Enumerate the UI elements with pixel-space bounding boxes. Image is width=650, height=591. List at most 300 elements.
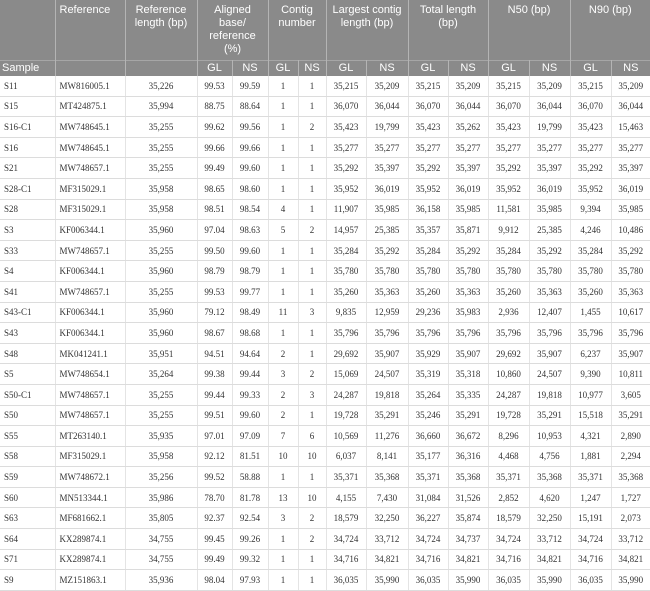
total-ns-cell: 35,291 — [448, 405, 488, 426]
reference-length-cell: 35,958 — [125, 446, 197, 467]
largest-gl-cell: 35,277 — [326, 137, 366, 158]
n90-gl-cell: 35,292 — [570, 158, 611, 179]
total-ns-cell: 35,983 — [448, 302, 488, 323]
sample-cell: S50 — [0, 405, 55, 426]
reference-length-cell: 35,960 — [125, 302, 197, 323]
contig-ns-cell: 1 — [298, 261, 326, 282]
largest-ns-cell: 35,985 — [366, 199, 408, 220]
table-row — [0, 508, 650, 529]
n90-ns-cell: 35,291 — [611, 405, 650, 426]
header-contig-ns: NS — [298, 61, 326, 77]
largest-ns-cell: 35,397 — [366, 158, 408, 179]
header-n50: N50 (bp) — [488, 0, 570, 61]
reference-cell: KF006344.1 — [55, 261, 125, 282]
contig-gl-cell: 1 — [268, 549, 298, 570]
aligned-gl-cell: 88.75 — [197, 96, 232, 117]
table-header — [0, 0, 650, 76]
n50-gl-cell: 24,287 — [488, 384, 529, 405]
n90-ns-cell: 35,277 — [611, 137, 650, 158]
aligned-ns-cell: 99.44 — [232, 364, 268, 385]
sample-cell: S71 — [0, 549, 55, 570]
reference-cell: MF315029.1 — [55, 178, 125, 199]
table-row — [0, 178, 650, 199]
header-aligned: Aligned base/ reference (%) — [197, 0, 268, 61]
contig-gl-cell: 1 — [268, 529, 298, 550]
reference-cell: KX289874.1 — [55, 549, 125, 570]
n90-ns-cell: 35,990 — [611, 570, 650, 591]
n50-gl-cell: 19,728 — [488, 405, 529, 426]
contig-gl-cell: 1 — [268, 240, 298, 261]
n90-ns-cell: 10,811 — [611, 364, 650, 385]
largest-ns-cell: 34,821 — [366, 549, 408, 570]
reference-length-cell: 35,951 — [125, 343, 197, 364]
aligned-gl-cell: 99.66 — [197, 137, 232, 158]
n50-gl-cell: 2,936 — [488, 302, 529, 323]
aligned-ns-cell: 98.49 — [232, 302, 268, 323]
sample-cell: S55 — [0, 426, 55, 447]
n50-ns-cell: 24,507 — [529, 364, 570, 385]
n50-gl-cell: 2,852 — [488, 487, 529, 508]
total-gl-cell: 35,371 — [408, 467, 448, 488]
aligned-ns-cell: 97.09 — [232, 426, 268, 447]
reference-cell: KF006344.1 — [55, 302, 125, 323]
aligned-gl-cell: 98.51 — [197, 199, 232, 220]
total-gl-cell: 35,246 — [408, 405, 448, 426]
contig-ns-cell: 1 — [298, 281, 326, 302]
aligned-gl-cell: 97.04 — [197, 220, 232, 241]
table-row — [0, 487, 650, 508]
n50-ns-cell: 35,368 — [529, 467, 570, 488]
aligned-ns-cell: 98.68 — [232, 323, 268, 344]
header-contig-number: Contig number — [268, 0, 326, 61]
n90-gl-cell: 35,796 — [570, 323, 611, 344]
largest-gl-cell: 35,780 — [326, 261, 366, 282]
total-gl-cell: 35,952 — [408, 178, 448, 199]
aligned-gl-cell: 99.62 — [197, 117, 232, 138]
reference-cell: MW748657.1 — [55, 281, 125, 302]
largest-ns-cell: 35,292 — [366, 240, 408, 261]
reference-cell: MW748657.1 — [55, 158, 125, 179]
largest-gl-cell: 35,371 — [326, 467, 366, 488]
total-ns-cell: 35,780 — [448, 261, 488, 282]
n50-ns-cell: 4,756 — [529, 446, 570, 467]
aligned-gl-cell: 99.52 — [197, 467, 232, 488]
largest-gl-cell: 9,835 — [326, 302, 366, 323]
total-ns-cell: 36,019 — [448, 178, 488, 199]
header-n90-gl: GL — [570, 61, 611, 77]
reference-cell: MW748654.1 — [55, 364, 125, 385]
largest-ns-cell: 36,019 — [366, 178, 408, 199]
n90-gl-cell: 36,035 — [570, 570, 611, 591]
n50-ns-cell: 19,799 — [529, 117, 570, 138]
aligned-ns-cell: 94.64 — [232, 343, 268, 364]
n50-ns-cell: 35,209 — [529, 76, 570, 96]
header-n90-ns: NS — [611, 61, 650, 77]
total-gl-cell: 34,724 — [408, 529, 448, 550]
reference-length-cell: 35,264 — [125, 364, 197, 385]
aligned-ns-cell: 99.60 — [232, 158, 268, 179]
n50-gl-cell: 35,796 — [488, 323, 529, 344]
table-row — [0, 261, 650, 282]
reference-length-cell: 35,805 — [125, 508, 197, 529]
aligned-ns-cell: 81.78 — [232, 487, 268, 508]
sample-cell: S43-C1 — [0, 302, 55, 323]
total-ns-cell: 36,316 — [448, 446, 488, 467]
contig-gl-cell: 13 — [268, 487, 298, 508]
contig-ns-cell: 1 — [298, 199, 326, 220]
table-row — [0, 364, 650, 385]
aligned-ns-cell: 99.60 — [232, 405, 268, 426]
n50-gl-cell: 35,952 — [488, 178, 529, 199]
aligned-gl-cell: 92.12 — [197, 446, 232, 467]
aligned-ns-cell: 98.60 — [232, 178, 268, 199]
n90-gl-cell: 35,952 — [570, 178, 611, 199]
aligned-ns-cell: 98.79 — [232, 261, 268, 282]
n50-gl-cell: 9,912 — [488, 220, 529, 241]
table-row — [0, 220, 650, 241]
n50-ns-cell: 35,796 — [529, 323, 570, 344]
largest-gl-cell: 15,069 — [326, 364, 366, 385]
table-row — [0, 323, 650, 344]
total-gl-cell: 29,236 — [408, 302, 448, 323]
n90-gl-cell: 1,881 — [570, 446, 611, 467]
contig-ns-cell: 2 — [298, 117, 326, 138]
table-row — [0, 384, 650, 405]
table-row — [0, 549, 650, 570]
n90-gl-cell: 35,780 — [570, 261, 611, 282]
reference-cell: MZ151863.1 — [55, 570, 125, 591]
contig-ns-cell: 10 — [298, 487, 326, 508]
n90-gl-cell: 10,977 — [570, 384, 611, 405]
n90-gl-cell: 34,724 — [570, 529, 611, 550]
contig-ns-cell: 1 — [298, 343, 326, 364]
n90-gl-cell: 1,247 — [570, 487, 611, 508]
n50-gl-cell: 34,716 — [488, 549, 529, 570]
reference-cell: MT424875.1 — [55, 96, 125, 117]
contig-ns-cell: 1 — [298, 178, 326, 199]
aligned-ns-cell: 98.54 — [232, 199, 268, 220]
aligned-gl-cell: 98.65 — [197, 178, 232, 199]
reference-length-cell: 35,994 — [125, 96, 197, 117]
reference-cell: MT263140.1 — [55, 426, 125, 447]
aligned-gl-cell: 99.50 — [197, 240, 232, 261]
n50-ns-cell: 36,019 — [529, 178, 570, 199]
sample-cell: S15 — [0, 96, 55, 117]
total-gl-cell: 35,177 — [408, 446, 448, 467]
n50-ns-cell: 36,044 — [529, 96, 570, 117]
total-gl-cell: 34,716 — [408, 549, 448, 570]
header-contig-gl: GL — [268, 61, 298, 77]
sample-cell: S58 — [0, 446, 55, 467]
aligned-ns-cell: 99.32 — [232, 549, 268, 570]
aligned-ns-cell: 99.33 — [232, 384, 268, 405]
largest-gl-cell: 35,423 — [326, 117, 366, 138]
table-row — [0, 117, 650, 138]
reference-cell: MW748645.1 — [55, 137, 125, 158]
contig-ns-cell: 2 — [298, 364, 326, 385]
contig-gl-cell: 2 — [268, 343, 298, 364]
total-ns-cell: 31,526 — [448, 487, 488, 508]
contig-gl-cell: 11 — [268, 302, 298, 323]
header-reference-length-blank — [125, 61, 197, 77]
reference-cell: MN513344.1 — [55, 487, 125, 508]
largest-gl-cell: 35,215 — [326, 76, 366, 96]
contig-ns-cell: 1 — [298, 96, 326, 117]
n50-ns-cell: 19,818 — [529, 384, 570, 405]
sample-cell: S59 — [0, 467, 55, 488]
contig-ns-cell: 1 — [298, 240, 326, 261]
n50-gl-cell: 35,292 — [488, 158, 529, 179]
n90-gl-cell: 35,277 — [570, 137, 611, 158]
contig-gl-cell: 1 — [268, 570, 298, 591]
n90-ns-cell: 15,463 — [611, 117, 650, 138]
largest-ns-cell: 12,959 — [366, 302, 408, 323]
n90-ns-cell: 2,073 — [611, 508, 650, 529]
aligned-ns-cell: 99.77 — [232, 281, 268, 302]
n90-gl-cell: 35,215 — [570, 76, 611, 96]
largest-gl-cell: 14,957 — [326, 220, 366, 241]
largest-gl-cell: 19,728 — [326, 405, 366, 426]
contig-gl-cell: 1 — [268, 323, 298, 344]
n50-gl-cell: 35,260 — [488, 281, 529, 302]
total-gl-cell: 35,780 — [408, 261, 448, 282]
reference-cell: MW748645.1 — [55, 117, 125, 138]
table-body — [0, 76, 650, 590]
contig-ns-cell: 1 — [298, 549, 326, 570]
contig-gl-cell: 1 — [268, 96, 298, 117]
header-aligned-gl: GL — [197, 61, 232, 77]
sample-cell: S16 — [0, 137, 55, 158]
aligned-ns-cell: 98.63 — [232, 220, 268, 241]
n90-ns-cell: 35,292 — [611, 240, 650, 261]
sample-cell: S48 — [0, 343, 55, 364]
n90-gl-cell: 1,455 — [570, 302, 611, 323]
n90-ns-cell: 35,209 — [611, 76, 650, 96]
sample-cell: S41 — [0, 281, 55, 302]
n90-gl-cell: 35,260 — [570, 281, 611, 302]
total-gl-cell: 35,357 — [408, 220, 448, 241]
header-reference: Reference — [55, 0, 125, 61]
total-gl-cell: 36,660 — [408, 426, 448, 447]
total-ns-cell: 35,292 — [448, 240, 488, 261]
table-row — [0, 96, 650, 117]
n50-ns-cell: 35,990 — [529, 570, 570, 591]
reference-length-cell: 34,755 — [125, 549, 197, 570]
header-sample-blank — [0, 0, 55, 61]
n50-ns-cell: 35,780 — [529, 261, 570, 282]
n90-gl-cell: 6,237 — [570, 343, 611, 364]
largest-ns-cell: 32,250 — [366, 508, 408, 529]
largest-ns-cell: 7,430 — [366, 487, 408, 508]
total-gl-cell: 31,084 — [408, 487, 448, 508]
sample-cell: S50-C1 — [0, 384, 55, 405]
n90-ns-cell: 35,985 — [611, 199, 650, 220]
contig-gl-cell: 1 — [268, 117, 298, 138]
largest-ns-cell: 8,141 — [366, 446, 408, 467]
sample-cell: S9 — [0, 570, 55, 591]
total-ns-cell: 34,821 — [448, 549, 488, 570]
largest-ns-cell: 35,780 — [366, 261, 408, 282]
n50-ns-cell: 35,292 — [529, 240, 570, 261]
largest-gl-cell: 29,692 — [326, 343, 366, 364]
contig-gl-cell: 1 — [268, 281, 298, 302]
aligned-ns-cell: 97.93 — [232, 570, 268, 591]
largest-gl-cell: 35,260 — [326, 281, 366, 302]
largest-gl-cell: 10,569 — [326, 426, 366, 447]
largest-ns-cell: 19,818 — [366, 384, 408, 405]
contig-ns-cell: 1 — [298, 76, 326, 96]
n90-ns-cell: 2,294 — [611, 446, 650, 467]
contig-ns-cell: 1 — [298, 323, 326, 344]
largest-gl-cell: 35,952 — [326, 178, 366, 199]
reference-length-cell: 35,986 — [125, 487, 197, 508]
n50-ns-cell: 35,985 — [529, 199, 570, 220]
n90-ns-cell: 10,486 — [611, 220, 650, 241]
n50-gl-cell: 35,423 — [488, 117, 529, 138]
n90-ns-cell: 35,397 — [611, 158, 650, 179]
contig-ns-cell: 1 — [298, 158, 326, 179]
n90-ns-cell: 35,780 — [611, 261, 650, 282]
contig-gl-cell: 1 — [268, 158, 298, 179]
contig-gl-cell: 3 — [268, 364, 298, 385]
contig-gl-cell: 7 — [268, 426, 298, 447]
reference-length-cell: 35,255 — [125, 405, 197, 426]
reference-length-cell: 35,958 — [125, 199, 197, 220]
n90-gl-cell: 34,716 — [570, 549, 611, 570]
reference-length-cell: 35,935 — [125, 426, 197, 447]
reference-length-cell: 35,255 — [125, 117, 197, 138]
largest-gl-cell: 36,070 — [326, 96, 366, 117]
n90-ns-cell: 3,605 — [611, 384, 650, 405]
n50-gl-cell: 18,579 — [488, 508, 529, 529]
contig-ns-cell: 2 — [298, 508, 326, 529]
largest-gl-cell: 35,284 — [326, 240, 366, 261]
total-ns-cell: 35,907 — [448, 343, 488, 364]
n50-ns-cell: 33,712 — [529, 529, 570, 550]
contig-gl-cell: 1 — [268, 178, 298, 199]
n50-ns-cell: 35,907 — [529, 343, 570, 364]
contig-ns-cell: 2 — [298, 220, 326, 241]
header-n50-ns: NS — [529, 61, 570, 77]
largest-ns-cell: 33,712 — [366, 529, 408, 550]
n50-gl-cell: 36,035 — [488, 570, 529, 591]
aligned-ns-cell: 99.59 — [232, 76, 268, 96]
total-ns-cell: 35,990 — [448, 570, 488, 591]
aligned-gl-cell: 98.04 — [197, 570, 232, 591]
header-largest-ns: NS — [366, 61, 408, 77]
table-row — [0, 199, 650, 220]
header-n90: N90 (bp) — [570, 0, 650, 61]
table-row — [0, 570, 650, 591]
aligned-gl-cell: 94.51 — [197, 343, 232, 364]
reference-length-cell: 35,960 — [125, 220, 197, 241]
largest-ns-cell: 35,277 — [366, 137, 408, 158]
n90-ns-cell: 34,821 — [611, 549, 650, 570]
n50-ns-cell: 12,407 — [529, 302, 570, 323]
aligned-ns-cell: 92.54 — [232, 508, 268, 529]
aligned-ns-cell: 81.51 — [232, 446, 268, 467]
aligned-gl-cell: 99.45 — [197, 529, 232, 550]
largest-gl-cell: 4,155 — [326, 487, 366, 508]
aligned-gl-cell: 99.53 — [197, 76, 232, 96]
largest-ns-cell: 35,990 — [366, 570, 408, 591]
header-total-length: Total length (bp) — [408, 0, 488, 61]
aligned-gl-cell: 92.37 — [197, 508, 232, 529]
table-row — [0, 405, 650, 426]
reference-length-cell: 34,755 — [125, 529, 197, 550]
total-ns-cell: 35,318 — [448, 364, 488, 385]
aligned-gl-cell: 78.70 — [197, 487, 232, 508]
reference-length-cell: 35,958 — [125, 178, 197, 199]
contig-ns-cell: 3 — [298, 384, 326, 405]
largest-gl-cell: 6,037 — [326, 446, 366, 467]
aligned-ns-cell: 99.26 — [232, 529, 268, 550]
reference-length-cell: 35,255 — [125, 281, 197, 302]
total-gl-cell: 35,264 — [408, 384, 448, 405]
largest-gl-cell: 24,287 — [326, 384, 366, 405]
total-ns-cell: 34,737 — [448, 529, 488, 550]
total-gl-cell: 35,277 — [408, 137, 448, 158]
reference-cell: MF315029.1 — [55, 446, 125, 467]
n50-gl-cell: 8,296 — [488, 426, 529, 447]
n90-gl-cell: 9,394 — [570, 199, 611, 220]
aligned-gl-cell: 99.49 — [197, 549, 232, 570]
contig-gl-cell: 1 — [268, 137, 298, 158]
n50-ns-cell: 25,385 — [529, 220, 570, 241]
header-total-gl: GL — [408, 61, 448, 77]
aligned-gl-cell: 97.01 — [197, 426, 232, 447]
largest-ns-cell: 24,507 — [366, 364, 408, 385]
n90-gl-cell: 9,390 — [570, 364, 611, 385]
reference-cell: MW748657.1 — [55, 405, 125, 426]
largest-gl-cell: 35,292 — [326, 158, 366, 179]
total-ns-cell: 36,672 — [448, 426, 488, 447]
contig-ns-cell: 3 — [298, 302, 326, 323]
n90-gl-cell: 35,371 — [570, 467, 611, 488]
table-row — [0, 281, 650, 302]
table-row — [0, 158, 650, 179]
aligned-gl-cell: 99.38 — [197, 364, 232, 385]
n90-gl-cell: 4,321 — [570, 426, 611, 447]
n50-ns-cell: 35,277 — [529, 137, 570, 158]
reference-cell: MW748657.1 — [55, 384, 125, 405]
aligned-gl-cell: 98.67 — [197, 323, 232, 344]
table-row — [0, 426, 650, 447]
total-ns-cell: 35,262 — [448, 117, 488, 138]
sample-cell: S16-C1 — [0, 117, 55, 138]
n90-ns-cell: 33,712 — [611, 529, 650, 550]
total-gl-cell: 35,929 — [408, 343, 448, 364]
total-ns-cell: 35,871 — [448, 220, 488, 241]
total-gl-cell: 35,423 — [408, 117, 448, 138]
header-total-ns: NS — [448, 61, 488, 77]
total-ns-cell: 35,209 — [448, 76, 488, 96]
aligned-ns-cell: 99.60 — [232, 240, 268, 261]
n50-ns-cell: 35,363 — [529, 281, 570, 302]
total-gl-cell: 35,292 — [408, 158, 448, 179]
total-gl-cell: 35,215 — [408, 76, 448, 96]
contig-gl-cell: 1 — [268, 467, 298, 488]
largest-gl-cell: 18,579 — [326, 508, 366, 529]
sample-cell: S5 — [0, 364, 55, 385]
largest-ns-cell: 35,796 — [366, 323, 408, 344]
n50-gl-cell: 34,724 — [488, 529, 529, 550]
sample-cell: S28-C1 — [0, 178, 55, 199]
reference-cell: KF006344.1 — [55, 220, 125, 241]
n50-gl-cell: 10,860 — [488, 364, 529, 385]
contig-ns-cell: 1 — [298, 570, 326, 591]
contig-ns-cell: 1 — [298, 467, 326, 488]
